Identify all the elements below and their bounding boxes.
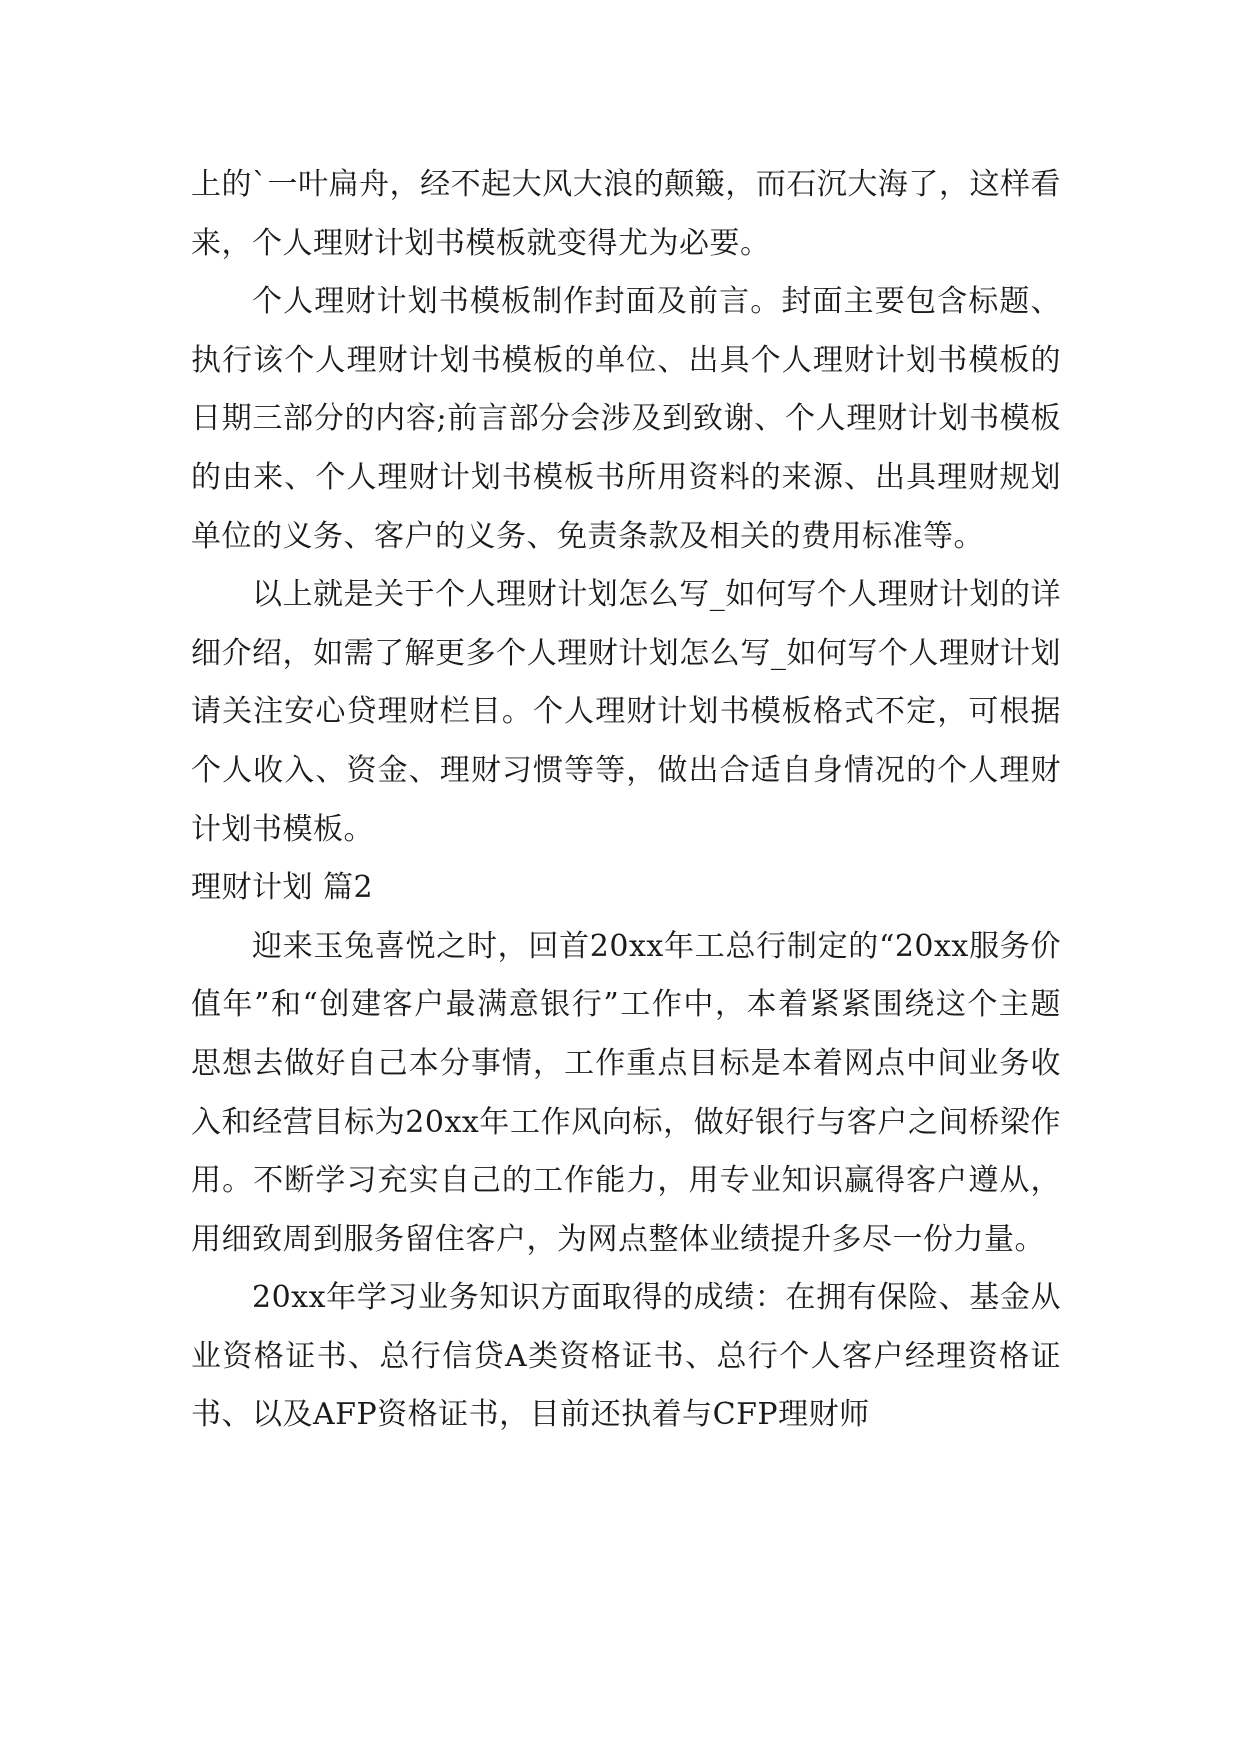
paragraph: 以上就是关于个人理财计划怎么写_如何写个人理财计划的详细介绍，如需了解更多个人理财计划怎么写_如何写个人理财计划请关注安心贷理财栏目。个人理财计划书模板格式不定，可根据个人收入、资金、理财习惯等等，做出合适自身情况的个人理财计划书模板。	[191, 577, 1061, 847]
section-heading: 理财计划 篇2	[191, 870, 374, 906]
paragraph: 迎来玉兔喜悦之时，回首20xx年工总行制定的“20xx服务价值年”和“创建客户最满意银行”工作中，本着紧紧围绕这个主题思想去做好自己本分事情，工作重点目标是本着网点中间业务收入和经营目标为20xx年工作风向标，做好银行与客户之间桥梁作用。不断学习充实自己的工作能力，用专业知识赢得客户遵从，用细致周到服务留住客户，为网点整体业绩提升多尽一份力量。	[191, 928, 1061, 1257]
paragraph: 20xx年学习业务知识方面取得的成绩：在拥有保险、基金从业资格证书、总行信贷A类资格证书、总行个人客户经理资格证书、以及AFP资格证书，目前还执着与CFP理财师	[191, 1280, 1061, 1433]
paragraph: 上的`一叶扁舟，经不起大风大浪的颠簸，而石沉大海了，这样看来，个人理财计划书模板就变得尤为必要。	[191, 167, 1061, 261]
document-page	[191, 156, 1061, 1445]
paragraph: 个人理财计划书模板制作封面及前言。封面主要包含标题、执行该个人理财计划书模板的单位、出具个人理财计划书模板的日期三部分的内容;前言部分会涉及到致谢、个人理财计划书模板的由来、个人理财计划书模板书所用资料的来源、出具理财规划单位的义务、客户的义务、免责条款及相关的费用标准等。	[191, 284, 1061, 554]
